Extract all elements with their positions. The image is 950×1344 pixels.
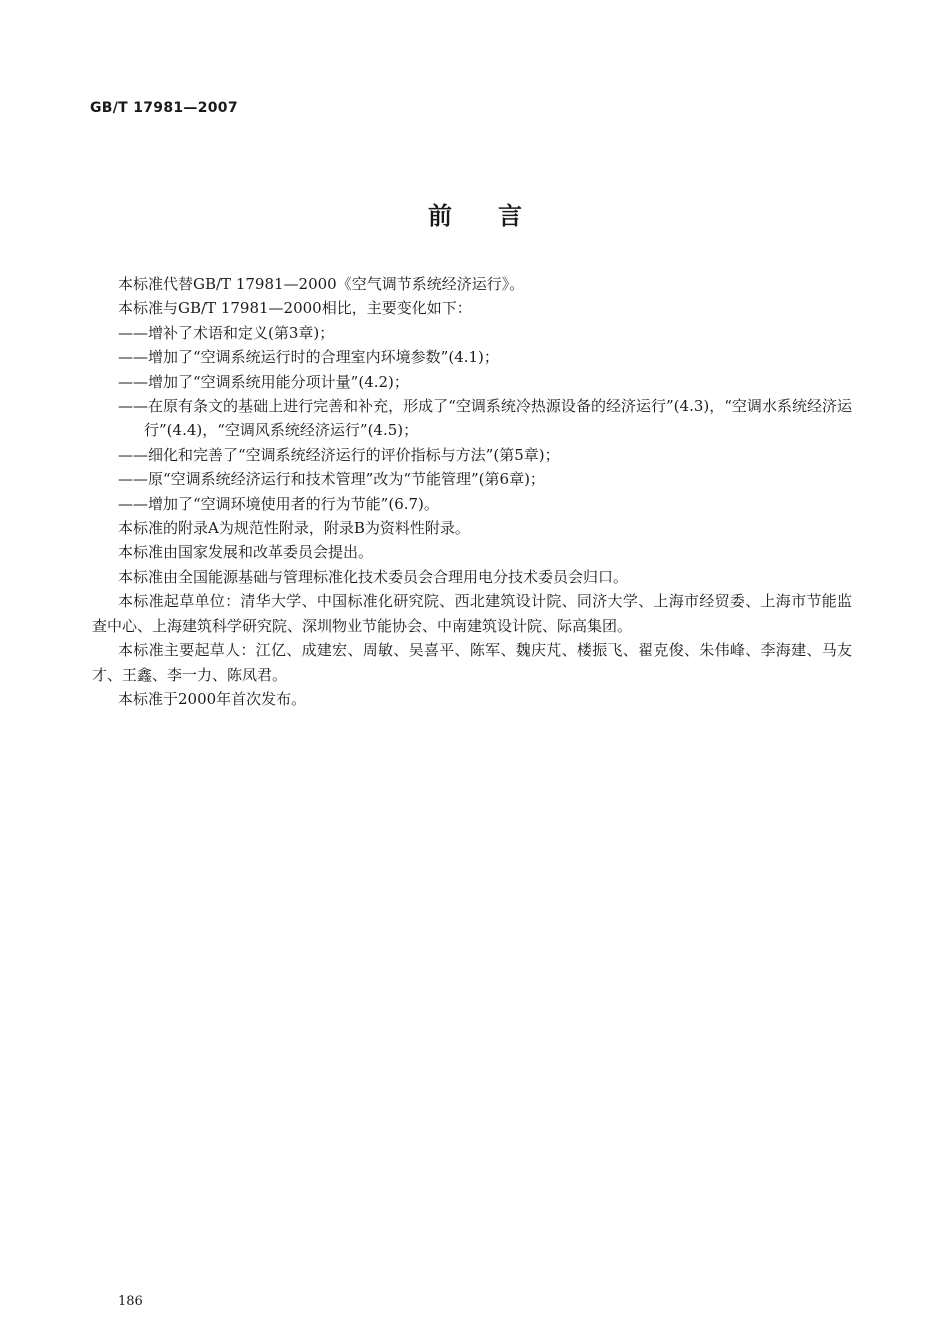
paragraph-drafters: 本标准主要起草人：江亿、成建宏、周敏、吴喜平、陈军、魏庆芃、楼振飞、翟克俊、朱伟峰、李海建、马友才、王鑫、李一力、陈凤君。 [92,641,852,684]
change-item: ——细化和完善了“空调系统经济运行的评价指标与方法”(第5章)； [118,445,560,464]
paragraph-drafting-units: 本标准起草单位：清华大学、中国标准化研究院、西北建筑设计院、同济大学、上海市经贸委、上海市节能监查中心、上海建筑科学研究院、深圳物业节能协会、中南建筑设计院、际高集团。 [92,592,852,635]
paragraph-annexes: 本标准的附录A为规范性附录，附录B为资料性附录。 [118,519,470,538]
change-item: ——在原有条文的基础上进行完善和补充，形成了“空调系统冷热源设备的经济运行”(4.3)，“空调水系统经济运行”(4.4)，“空调风系统经济运行”(4.5)； [118,397,852,440]
paragraph-first-issue: 本标准于2000年首次发布。 [118,689,307,708]
change-item: ——增加了“空调环境使用者的行为节能”(6.7)。 [118,494,439,513]
paragraph-changes-intro: 本标准与GB/T 17981—2000相比，主要变化如下： [118,299,472,318]
change-item: ——增补了术语和定义(第3章)； [118,323,335,342]
page-number: 186 [118,1294,143,1309]
foreword-body [92,272,852,711]
change-item: ——增加了“空调系统用能分项计量”(4.2)； [118,372,409,391]
change-item: ——原“空调系统经济运行和技术管理”改为“节能管理”(第6章)； [118,470,545,489]
page-title: 前言 [428,202,568,230]
paragraph-supersedes: 本标准代替GB/T 17981—2000《空气调节系统经济运行》。 [118,275,525,293]
paragraph-committee: 本标准由全国能源基础与管理标准化技术委员会合理用电分技术委员会归口。 [118,567,629,586]
paragraph-proposer: 本标准由国家发展和改革委员会提出。 [118,543,374,562]
change-item: ——增加了“空调系统运行时的合理室内环境参数”(4.1)； [118,348,499,367]
standard-code: GB/T 17981—2007 [90,100,238,116]
